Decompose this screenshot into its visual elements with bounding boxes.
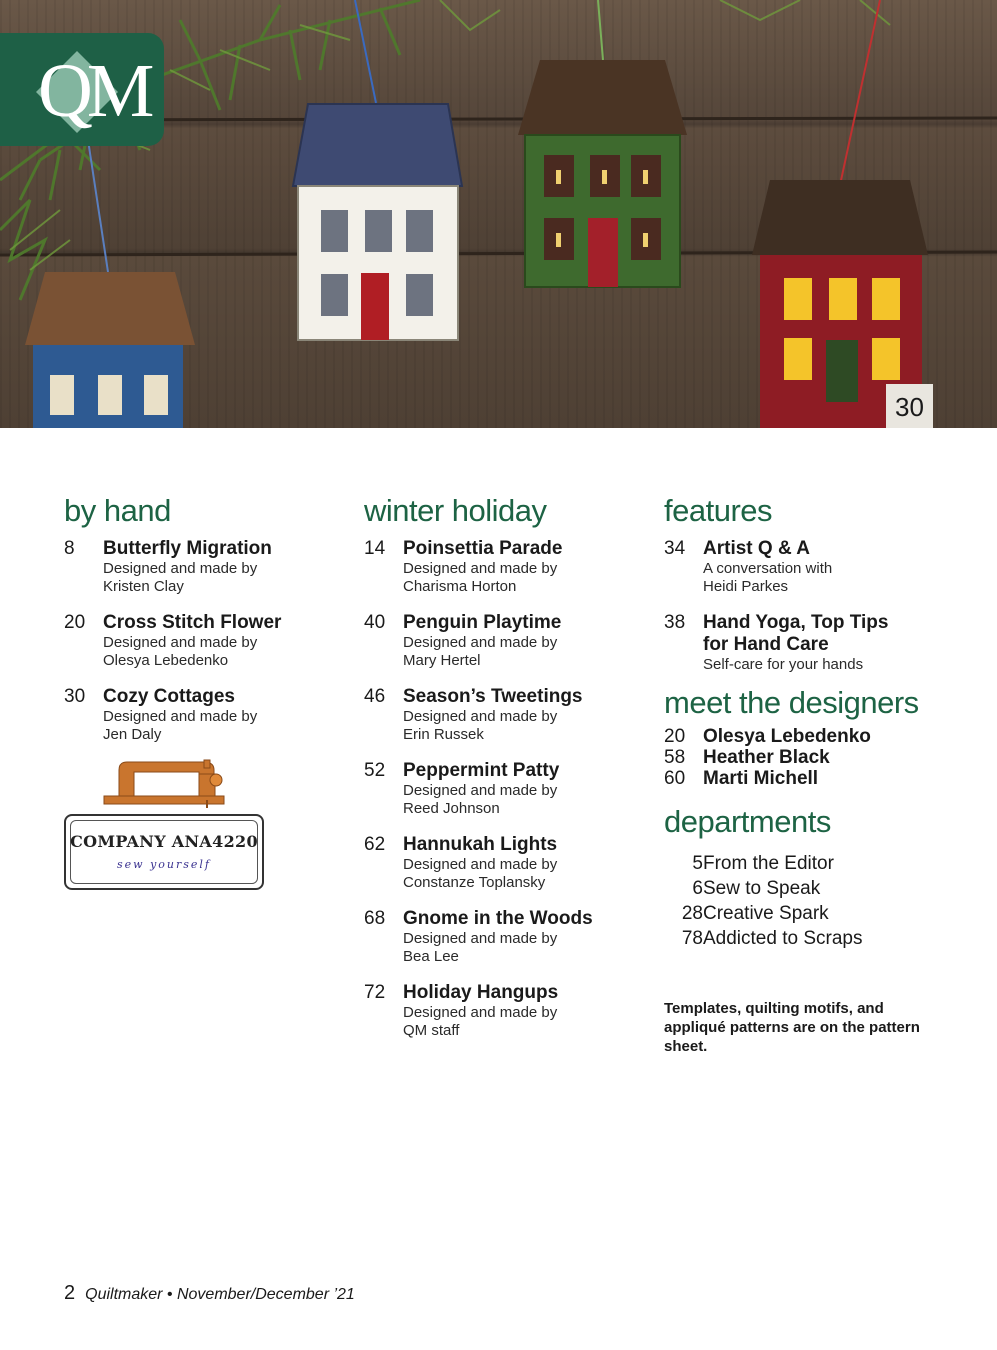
entry-credit: Designed and made by bbox=[103, 634, 258, 651]
entry-designer: Charisma Horton bbox=[403, 578, 517, 595]
toc-entry[interactable] bbox=[364, 834, 634, 892]
toc-entry[interactable] bbox=[364, 982, 634, 1040]
toc-entry[interactable] bbox=[64, 612, 324, 670]
entry-page: 68 bbox=[364, 908, 386, 929]
pattern-sheet-note: Templates, quilting motifs, and appliqué patterns are on the pattern sheet. bbox=[664, 1000, 920, 1055]
entry-page: 34 bbox=[664, 538, 686, 559]
entry-title: Hannukah Lights bbox=[403, 834, 558, 855]
department-name: Addicted to Scraps bbox=[703, 928, 863, 949]
toc-entry[interactable] bbox=[664, 538, 964, 596]
entry-page: 20 bbox=[64, 612, 86, 633]
issue-date: • November/December ’21 bbox=[162, 1286, 355, 1303]
entry-title: Cozy Cottages bbox=[103, 686, 235, 707]
logo-letters: QM bbox=[38, 49, 149, 133]
department-entry[interactable] bbox=[664, 851, 964, 876]
toc-entry[interactable] bbox=[364, 908, 634, 966]
toc-entry[interactable] bbox=[364, 686, 634, 744]
entry-page: 28 bbox=[681, 903, 703, 924]
entry-credit: Designed and made by bbox=[403, 1004, 558, 1021]
entry-page: 72 bbox=[364, 982, 386, 1003]
entry-page: 5 bbox=[692, 853, 703, 874]
entry-page: 20 bbox=[664, 726, 686, 747]
entry-designer: Bea Lee bbox=[403, 948, 459, 965]
department-entry[interactable] bbox=[664, 926, 964, 951]
designer-entry[interactable] bbox=[664, 768, 964, 789]
entry-title: Holiday Hangups bbox=[403, 982, 559, 1003]
entry-page: 38 bbox=[664, 612, 686, 633]
entry-designer: Reed Johnson bbox=[403, 800, 500, 817]
toc-entry[interactable] bbox=[664, 612, 964, 674]
section-title-designers: meet the designers bbox=[664, 685, 919, 720]
department-name: From the Editor bbox=[703, 853, 834, 874]
entry-page: 78 bbox=[681, 928, 703, 949]
entry-title: Season’s Tweetings bbox=[403, 686, 583, 707]
entry-subtitle: Self-care for your hands bbox=[703, 656, 864, 673]
entry-credit: Designed and made by bbox=[403, 856, 558, 873]
entry-title-line2: for Hand Care bbox=[703, 634, 829, 655]
entry-designer: Constanze Toplansky bbox=[403, 874, 546, 891]
entry-credit: Designed and made by bbox=[103, 560, 258, 577]
stamp-tagline: sew yourself bbox=[117, 858, 211, 871]
toc-entry[interactable] bbox=[364, 612, 634, 670]
department-name: Sew to Speak bbox=[703, 878, 821, 899]
entry-page: 40 bbox=[364, 612, 386, 633]
hero-photo bbox=[0, 0, 997, 428]
column-features bbox=[664, 490, 964, 951]
designer-name: Olesya Lebedenko bbox=[703, 726, 871, 747]
entry-title: Artist Q & A bbox=[703, 538, 810, 559]
entry-credit: Designed and made by bbox=[403, 560, 558, 577]
section-title-features: features bbox=[664, 493, 773, 528]
entry-page: 30 bbox=[64, 686, 86, 707]
entry-credit: Designed and made by bbox=[103, 708, 258, 725]
entry-credit: Designed and made by bbox=[403, 782, 558, 799]
entry-page: 46 bbox=[364, 686, 386, 707]
department-entry[interactable] bbox=[664, 876, 964, 901]
section-title-departments: departments bbox=[664, 804, 831, 839]
designer-name: Marti Michell bbox=[703, 768, 819, 789]
section-title-by-hand: by hand bbox=[64, 493, 171, 528]
entry-designer: Erin Russek bbox=[403, 726, 484, 743]
entry-page: 14 bbox=[364, 538, 386, 559]
designer-entry[interactable] bbox=[664, 747, 964, 768]
entry-title: Hand Yoga, Top Tips bbox=[703, 612, 889, 633]
entry-page: 52 bbox=[364, 760, 386, 781]
entry-designer: Mary Hertel bbox=[403, 652, 481, 669]
designer-entry[interactable] bbox=[664, 726, 964, 747]
entry-designer: Olesya Lebedenko bbox=[103, 652, 229, 669]
company-stamp bbox=[64, 756, 264, 891]
entry-credit: Designed and made by bbox=[403, 930, 558, 947]
toc-entry[interactable] bbox=[64, 538, 324, 596]
department-entry[interactable] bbox=[664, 901, 964, 926]
toc-entry[interactable] bbox=[364, 538, 634, 596]
entry-page: 62 bbox=[364, 834, 386, 855]
department-name: Creative Spark bbox=[703, 903, 829, 924]
entry-title: Cross Stitch Flower bbox=[103, 612, 282, 633]
entry-designer: QM staff bbox=[403, 1022, 460, 1039]
page-footer bbox=[64, 1282, 355, 1305]
toc-entry[interactable] bbox=[64, 686, 324, 744]
stamp-company-name: COMPANY ANA4220 bbox=[70, 832, 258, 851]
photo-page-badge: 30 bbox=[886, 384, 933, 428]
entry-page: 58 bbox=[664, 747, 686, 768]
stamp-frame bbox=[64, 814, 264, 890]
column-by-hand bbox=[64, 490, 324, 760]
entry-credit: A conversation with bbox=[703, 560, 833, 577]
entry-credit: Designed and made by bbox=[403, 708, 558, 725]
entry-designer: Heidi Parkes bbox=[703, 578, 789, 595]
entry-page: 60 bbox=[664, 768, 686, 789]
magazine-name: Quiltmaker bbox=[85, 1286, 163, 1303]
entry-title: Peppermint Patty bbox=[403, 760, 560, 781]
entry-title: Poinsettia Parade bbox=[403, 538, 563, 559]
entry-title: Penguin Playtime bbox=[403, 612, 562, 633]
qm-logo bbox=[0, 33, 164, 146]
section-title-winter-holiday: winter holiday bbox=[364, 493, 547, 528]
column-winter-holiday bbox=[364, 490, 634, 1056]
entry-credit: Designed and made by bbox=[403, 634, 558, 651]
entry-designer: Jen Daly bbox=[103, 726, 162, 743]
entry-designer: Kristen Clay bbox=[103, 578, 184, 595]
page-number: 2 bbox=[64, 1282, 76, 1304]
entry-title: Butterfly Migration bbox=[103, 538, 272, 559]
toc-entry[interactable] bbox=[364, 760, 634, 818]
sewing-machine-icon bbox=[64, 756, 264, 818]
entry-title: Gnome in the Woods bbox=[403, 908, 593, 929]
entry-page: 6 bbox=[692, 878, 703, 899]
designer-name: Heather Black bbox=[703, 747, 830, 768]
entry-page: 8 bbox=[64, 538, 75, 559]
